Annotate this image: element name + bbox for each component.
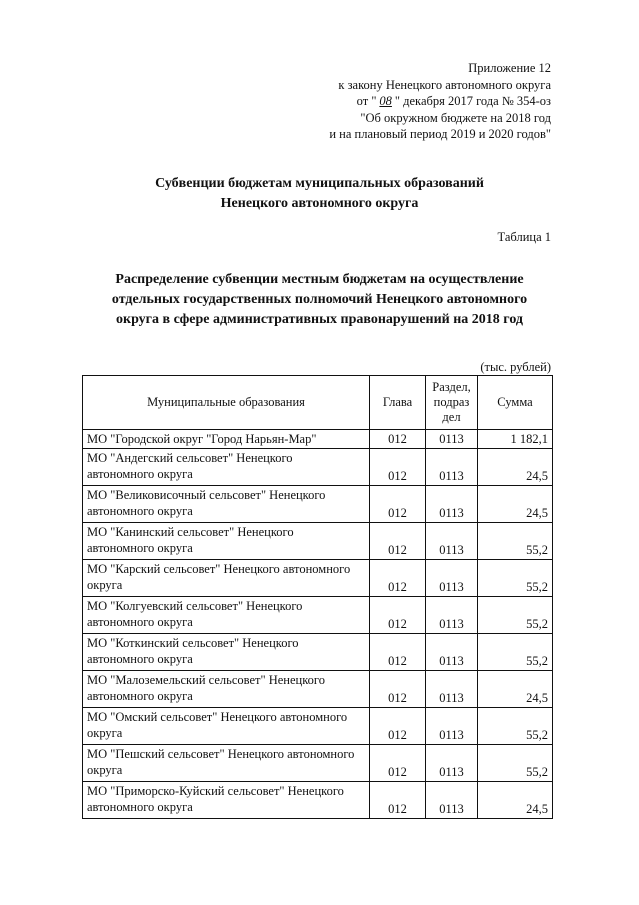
cell-chapter: 012 bbox=[370, 449, 426, 486]
cell-municipality-line1: МО "Пешский сельсовет" Ненецкого автономного bbox=[87, 747, 355, 761]
table-label: Таблица 1 bbox=[497, 230, 551, 244]
cell-amount: 1 182,1 bbox=[478, 430, 553, 449]
cell-section: 0113 bbox=[426, 560, 478, 597]
cell-chapter: 012 bbox=[370, 597, 426, 634]
cell-municipality bbox=[83, 449, 370, 486]
cell-municipality bbox=[83, 486, 370, 523]
cell-section: 0113 bbox=[426, 523, 478, 560]
appendix-date-prefix: от " bbox=[356, 94, 377, 108]
cell-section: 0113 bbox=[426, 486, 478, 523]
table-row bbox=[83, 597, 553, 634]
cell-amount: 24,5 bbox=[478, 671, 553, 708]
appendix-number: Приложение 12 bbox=[468, 61, 551, 75]
cell-section: 0113 bbox=[426, 634, 478, 671]
table-row bbox=[83, 745, 553, 782]
document-title bbox=[0, 174, 639, 214]
table-row bbox=[83, 634, 553, 671]
table-row bbox=[83, 782, 553, 819]
cell-chapter: 012 bbox=[370, 560, 426, 597]
table-title-line3: округа в сфере административных правонарушений на 2018 год bbox=[116, 312, 523, 327]
cell-chapter: 012 bbox=[370, 745, 426, 782]
header-section bbox=[426, 376, 478, 430]
table-row bbox=[83, 449, 553, 486]
cell-municipality bbox=[83, 523, 370, 560]
cell-amount: 55,2 bbox=[478, 560, 553, 597]
cell-municipality-line1: МО "Канинский сельсовет" Ненецкого bbox=[87, 525, 294, 539]
cell-chapter: 012 bbox=[370, 486, 426, 523]
cell-municipality-line2: автономного округа bbox=[87, 689, 193, 703]
cell-municipality-line1: МО "Колгуевский сельсовет" Ненецкого bbox=[87, 599, 303, 613]
cell-municipality bbox=[83, 597, 370, 634]
cell-amount: 55,2 bbox=[478, 745, 553, 782]
cell-municipality-line2: автономного округа bbox=[87, 800, 193, 814]
cell-municipality-line2: округа bbox=[87, 578, 123, 592]
appendix-date-suffix: " декабря 2017 года № 354-оз bbox=[394, 94, 551, 108]
cell-amount: 24,5 bbox=[478, 782, 553, 819]
cell-municipality bbox=[83, 430, 370, 449]
header-amount: Сумма bbox=[478, 376, 553, 430]
cell-section: 0113 bbox=[426, 782, 478, 819]
cell-amount: 24,5 bbox=[478, 449, 553, 486]
cell-section: 0113 bbox=[426, 671, 478, 708]
header-section-line1: Раздел, bbox=[432, 380, 471, 394]
cell-municipality-line1: МО "Великовисочный сельсовет" Ненецкого bbox=[87, 488, 326, 502]
cell-municipality bbox=[83, 634, 370, 671]
cell-municipality-line2: автономного округа bbox=[87, 541, 193, 555]
header-section-line2: подраз bbox=[433, 395, 470, 409]
header-chapter: Глава bbox=[370, 376, 426, 430]
cell-amount: 55,2 bbox=[478, 634, 553, 671]
table-row bbox=[83, 486, 553, 523]
appendix-header bbox=[221, 60, 551, 143]
header-section-line3: дел bbox=[442, 410, 461, 424]
cell-municipality bbox=[83, 708, 370, 745]
table-title bbox=[0, 270, 639, 330]
cell-section: 0113 bbox=[426, 597, 478, 634]
cell-section: 0113 bbox=[426, 430, 478, 449]
table-row bbox=[83, 671, 553, 708]
appendix-law-title: "Об окружном бюджете на 2018 год bbox=[360, 110, 551, 125]
document-title-line2: Ненецкого автономного округа bbox=[220, 196, 419, 211]
table-row bbox=[83, 523, 553, 560]
cell-amount: 24,5 bbox=[478, 486, 553, 523]
cell-municipality-line1: МО "Андегский сельсовет" Ненецкого bbox=[87, 451, 293, 465]
cell-municipality bbox=[83, 782, 370, 819]
document-title-line1: Субвенции бюджетам муниципальных образований bbox=[155, 176, 484, 191]
cell-municipality-line1: МО "Городской округ "Город Нарьян-Мар" bbox=[87, 432, 317, 446]
cell-municipality bbox=[83, 560, 370, 597]
table-row bbox=[83, 560, 553, 597]
cell-municipality-line2: округа bbox=[87, 726, 123, 740]
appendix-date bbox=[221, 93, 551, 110]
cell-municipality-line2: автономного округа bbox=[87, 652, 193, 666]
cell-municipality bbox=[83, 671, 370, 708]
table-row bbox=[83, 430, 553, 449]
cell-chapter: 012 bbox=[370, 708, 426, 745]
cell-chapter: 012 bbox=[370, 634, 426, 671]
cell-amount: 55,2 bbox=[478, 597, 553, 634]
units-label: (тыс. рублей) bbox=[480, 360, 551, 374]
cell-municipality-line1: МО "Карский сельсовет" Ненецкого автономного bbox=[87, 562, 351, 576]
appendix-law: к закону Ненецкого автономного округа bbox=[338, 77, 551, 92]
cell-municipality-line1: МО "Омский сельсовет" Ненецкого автономного bbox=[87, 710, 348, 724]
cell-municipality-line1: МО "Малоземельский сельсовет" Ненецкого bbox=[87, 673, 325, 687]
cell-amount: 55,2 bbox=[478, 708, 553, 745]
table-title-line1: Распределение субвенции местным бюджетам на осуществление bbox=[115, 272, 524, 287]
cell-section: 0113 bbox=[426, 449, 478, 486]
cell-municipality-line2: автономного округа bbox=[87, 504, 193, 518]
table-header-row bbox=[83, 376, 553, 430]
cell-municipality-line2: автономного округа bbox=[87, 615, 193, 629]
cell-section: 0113 bbox=[426, 745, 478, 782]
cell-municipality bbox=[83, 745, 370, 782]
cell-chapter: 012 bbox=[370, 671, 426, 708]
cell-municipality-line1: МО "Приморско-Куйский сельсовет" Ненецкого bbox=[87, 784, 344, 798]
cell-section: 0113 bbox=[426, 708, 478, 745]
cell-chapter: 012 bbox=[370, 523, 426, 560]
appendix-date-day: 08 bbox=[379, 94, 392, 108]
table-row bbox=[83, 708, 553, 745]
subvention-table bbox=[82, 375, 553, 819]
cell-chapter: 012 bbox=[370, 430, 426, 449]
cell-municipality-line1: МО "Коткинский сельсовет" Ненецкого bbox=[87, 636, 299, 650]
cell-chapter: 012 bbox=[370, 782, 426, 819]
header-municipality: Муниципальные образования bbox=[83, 376, 370, 430]
cell-municipality-line2: автономного округа bbox=[87, 467, 193, 481]
appendix-law-period: и на плановый период 2019 и 2020 годов" bbox=[329, 127, 551, 141]
table-title-line2: отдельных государственных полномочий Ненецкого автономного bbox=[111, 292, 528, 307]
cell-amount: 55,2 bbox=[478, 523, 553, 560]
cell-municipality-line2: округа bbox=[87, 763, 123, 777]
